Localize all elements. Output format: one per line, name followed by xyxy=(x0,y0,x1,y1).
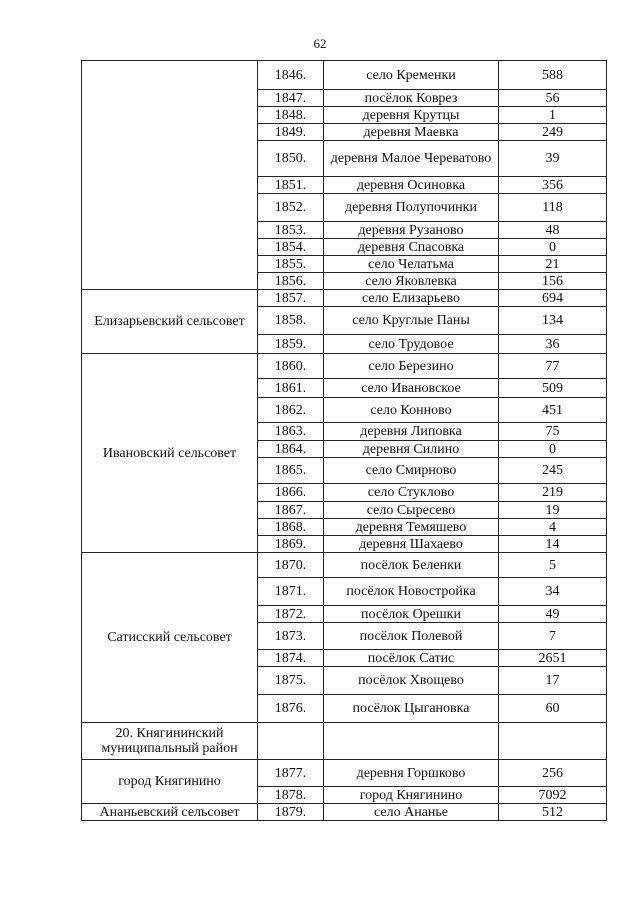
population-cell: 356 xyxy=(499,177,607,194)
settlement-cell: посёлок Хвощево xyxy=(324,667,499,695)
row-number-cell: 1874. xyxy=(258,650,324,667)
row-number-cell: 1872. xyxy=(258,606,324,623)
settlement-cell: деревня Рузаново xyxy=(324,222,499,239)
row-number-cell: 1853. xyxy=(258,222,324,239)
settlement-cell: деревня Темяшево xyxy=(324,519,499,536)
settlement-cell: посёлок Цыгановка xyxy=(324,695,499,723)
population-cell: 56 xyxy=(499,90,607,107)
population-cell: 2651 xyxy=(499,650,607,667)
settlement-cell: посёлок Беленки xyxy=(324,553,499,578)
settlement-cell xyxy=(324,723,499,760)
population-cell xyxy=(499,723,607,760)
settlement-cell: село Яковлевка xyxy=(324,273,499,290)
population-cell: 17 xyxy=(499,667,607,695)
settlement-cell: село Кременки xyxy=(324,61,499,90)
population-cell: 118 xyxy=(499,194,607,222)
population-cell: 36 xyxy=(499,335,607,354)
row-number-cell: 1851. xyxy=(258,177,324,194)
council-cell: город Княгинино xyxy=(82,760,258,804)
population-cell: 245 xyxy=(499,458,607,484)
table-row xyxy=(82,553,607,578)
settlement-cell: деревня Маевка xyxy=(324,124,499,141)
settlement-cell: село Ананье xyxy=(324,804,499,821)
table-row xyxy=(82,290,607,307)
settlement-cell: деревня Горшково xyxy=(324,760,499,787)
population-cell: 0 xyxy=(499,441,607,458)
settlement-cell: село Трудовое xyxy=(324,335,499,354)
settlement-cell: деревня Малое Череватово xyxy=(324,141,499,177)
population-cell: 34 xyxy=(499,578,607,606)
row-number-cell: 1852. xyxy=(258,194,324,222)
settlement-cell: село Смирново xyxy=(324,458,499,484)
population-cell: 512 xyxy=(499,804,607,821)
population-cell: 39 xyxy=(499,141,607,177)
row-number-cell: 1847. xyxy=(258,90,324,107)
row-number-cell: 1873. xyxy=(258,623,324,650)
settlement-cell: село Сыресево xyxy=(324,502,499,519)
population-cell: 77 xyxy=(499,354,607,379)
row-number-cell: 1859. xyxy=(258,335,324,354)
row-number-cell: 1876. xyxy=(258,695,324,723)
council-cell xyxy=(82,61,258,290)
settlement-cell: деревня Силино xyxy=(324,441,499,458)
population-cell: 588 xyxy=(499,61,607,90)
row-number-cell: 1849. xyxy=(258,124,324,141)
population-cell: 19 xyxy=(499,502,607,519)
settlement-cell: деревня Спасовка xyxy=(324,239,499,256)
row-number-cell xyxy=(258,723,324,760)
settlement-cell: посёлок Коврез xyxy=(324,90,499,107)
settlement-cell: деревня Полупочинки xyxy=(324,194,499,222)
population-cell: 48 xyxy=(499,222,607,239)
council-cell: Сатисский сельсовет xyxy=(82,553,258,723)
population-cell: 49 xyxy=(499,606,607,623)
population-cell: 21 xyxy=(499,256,607,273)
row-number-cell: 1846. xyxy=(258,61,324,90)
population-cell: 60 xyxy=(499,695,607,723)
settlement-cell: село Елизарьево xyxy=(324,290,499,307)
settlement-cell: деревня Осиновка xyxy=(324,177,499,194)
row-number-cell: 1858. xyxy=(258,307,324,335)
council-cell: 20. Княгининский муниципальный район xyxy=(82,723,258,760)
population-cell: 75 xyxy=(499,423,607,441)
row-number-cell: 1877. xyxy=(258,760,324,787)
row-number-cell: 1848. xyxy=(258,107,324,124)
population-cell: 0 xyxy=(499,239,607,256)
row-number-cell: 1866. xyxy=(258,484,324,502)
settlement-cell: село Челатьма xyxy=(324,256,499,273)
population-cell: 256 xyxy=(499,760,607,787)
row-number-cell: 1863. xyxy=(258,423,324,441)
population-cell: 249 xyxy=(499,124,607,141)
row-number-cell: 1875. xyxy=(258,667,324,695)
row-number-cell: 1861. xyxy=(258,379,324,398)
table-row xyxy=(82,760,607,787)
table-body xyxy=(82,61,607,821)
table-row xyxy=(82,723,607,760)
row-number-cell: 1857. xyxy=(258,290,324,307)
settlement-cell: село Ивановское xyxy=(324,379,499,398)
page-number: 62 xyxy=(313,36,327,51)
settlement-cell: посёлок Орешки xyxy=(324,606,499,623)
settlement-cell: посёлок Сатис xyxy=(324,650,499,667)
row-number-cell: 1850. xyxy=(258,141,324,177)
population-cell: 156 xyxy=(499,273,607,290)
row-number-cell: 1864. xyxy=(258,441,324,458)
row-number-cell: 1862. xyxy=(258,398,324,423)
table-row xyxy=(82,354,607,379)
settlement-cell: город Княгинино xyxy=(324,787,499,804)
settlement-cell: село Стуклово xyxy=(324,484,499,502)
row-number-cell: 1879. xyxy=(258,804,324,821)
settlement-cell: деревня Шахаево xyxy=(324,536,499,553)
settlement-cell: село Конново xyxy=(324,398,499,423)
council-cell: Ананьевский сельсовет xyxy=(82,804,258,821)
population-cell: 219 xyxy=(499,484,607,502)
settlement-cell: посёлок Полевой xyxy=(324,623,499,650)
row-number-cell: 1869. xyxy=(258,536,324,553)
council-cell: Ивановский сельсовет xyxy=(82,354,258,553)
row-number-cell: 1856. xyxy=(258,273,324,290)
settlement-cell: село Круглые Паны xyxy=(324,307,499,335)
settlement-cell: деревня Липовка xyxy=(324,423,499,441)
population-cell: 14 xyxy=(499,536,607,553)
table-row xyxy=(82,804,607,821)
population-cell: 7092 xyxy=(499,787,607,804)
population-cell: 694 xyxy=(499,290,607,307)
population-cell: 134 xyxy=(499,307,607,335)
row-number-cell: 1870. xyxy=(258,553,324,578)
row-number-cell: 1865. xyxy=(258,458,324,484)
population-cell: 509 xyxy=(499,379,607,398)
population-cell: 451 xyxy=(499,398,607,423)
row-number-cell: 1871. xyxy=(258,578,324,606)
table-row xyxy=(82,61,607,90)
row-number-cell: 1855. xyxy=(258,256,324,273)
row-number-cell: 1878. xyxy=(258,787,324,804)
settlement-cell: село Березино xyxy=(324,354,499,379)
settlement-cell: деревня Крутцы xyxy=(324,107,499,124)
row-number-cell: 1867. xyxy=(258,502,324,519)
settlements-table xyxy=(81,60,607,821)
population-cell: 7 xyxy=(499,623,607,650)
population-cell: 5 xyxy=(499,553,607,578)
population-cell: 1 xyxy=(499,107,607,124)
council-cell: Елизарьевский сельсовет xyxy=(82,290,258,354)
settlement-cell: посёлок Новостройка xyxy=(324,578,499,606)
row-number-cell: 1860. xyxy=(258,354,324,379)
row-number-cell: 1854. xyxy=(258,239,324,256)
row-number-cell: 1868. xyxy=(258,519,324,536)
population-cell: 4 xyxy=(499,519,607,536)
